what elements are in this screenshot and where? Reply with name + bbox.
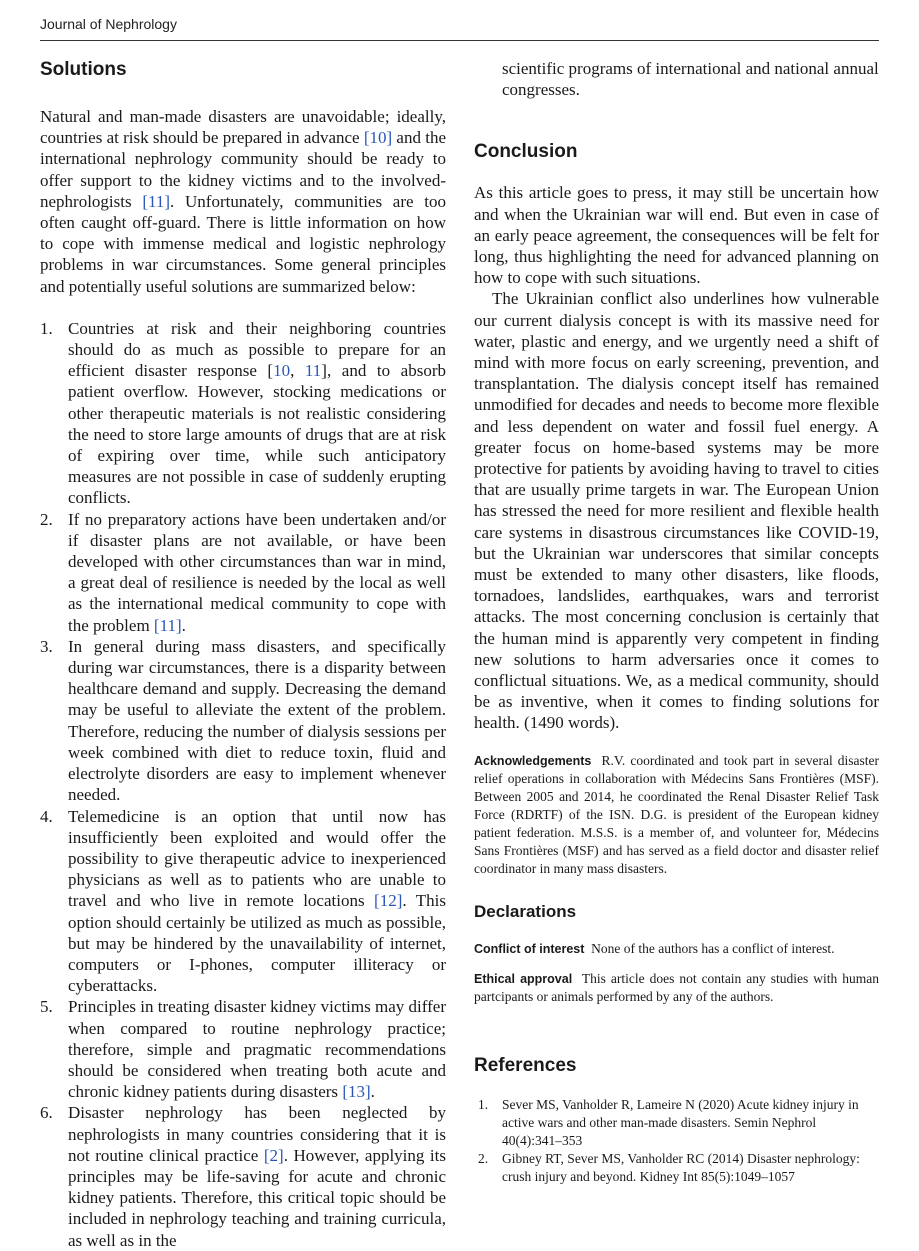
list-number: 5. [40,997,53,1017]
text-segment: In general during mass disasters, and specifically during war circumstances, there is a disparity between healthcare demand and supply. Decreasing the demand may be useful to alleviate the extent of the problem. Therefore, reducing the number of dialysis sessions per week combined with diet to reduce toxin, fluid and electrolyte disorders are easy to implement whenever needed. [68,636,446,805]
citation-link[interactable]: 11 [304,361,322,381]
references-list [474,1096,879,1186]
list-text [68,807,446,996]
right-column [474,58,879,1186]
reference-number: 2. [478,1150,489,1166]
reference-item [474,1096,879,1150]
text-segment: If no preparatory actions have been undertaken and/or if disaster plans are not available, or have been developed with other circumstances than war in mind, a great deal of resilience is needed by the local as well as the international medical community to cope with the problem [68,509,446,635]
list-item [40,996,446,1102]
text-segment: Natural and man-made disasters are unavoidable; ideally, countries at risk should be prepared in advance [40,107,446,148]
list-item [40,509,446,636]
reference-text: Sever MS, Vanholder R, Lameire N (2020) Acute kidney injury in active wars and other man-made disasters. Semin Nephrol 40(4):341–353 [502,1096,859,1148]
running-head: Journal of Nephrology [40,16,177,32]
text-segment: . However, applying its principles may be life-saving for acute and chronic kidney patients. Therefore, this critical topic should be included in nephrology teaching and training curricula, as well as in the [68,1145,446,1250]
conflict-label: Conflict of interest [474,941,585,956]
conclusion-paragraph-1: As this article goes to press, it may still be uncertain how and when the Ukrainian war will end. But even in case of an early peace agreement, the consequences will be felt for long, thus highlighting the need for advanced planning on how to cope with such situations. [474,183,879,288]
list-item [40,636,446,806]
list-number: 4. [40,806,53,826]
references-heading: References [474,1054,577,1076]
citation-link[interactable]: 10 [273,361,291,381]
ethical-label: Ethical approval [474,971,573,986]
list-item-continuation: scientific programs of international and national annual congresses. [502,59,879,100]
declarations-heading: Declarations [474,901,577,921]
list-text [68,1103,446,1249]
text-segment: , [290,361,305,381]
list-number: 6. [40,1103,53,1123]
text-segment: . [181,615,186,635]
text-segment: Countries at risk and their neighboring countries should do as much as possible to prepare for an efficient disaster response [ [68,318,446,381]
list-text [68,319,446,508]
conflict-text: None of the authors has a conflict of interest. [591,940,835,956]
solutions-intro [40,106,446,297]
citation-link[interactable]: [13] [342,1082,371,1102]
citation-link[interactable]: [11] [142,191,171,211]
citation-link[interactable]: [12] [374,891,403,911]
list-text [68,997,446,1101]
conclusion-heading: Conclusion [474,141,578,163]
list-number: 1. [40,318,53,338]
list-number: 3. [40,636,53,656]
solutions-list [40,318,446,1251]
list-text [68,637,446,804]
solutions-heading: Solutions [40,59,127,80]
ethical-approval [474,970,879,1006]
ethical-text: This article does not contain any studies with human partcipants or animals performed by any of the authors. [474,970,879,1004]
text-segment: . This option should certainly be utilized as much as possible, but may be hindered by the unavailability of internet, computers or I-phones, computer illiteracy or cyberattacks. [68,891,447,996]
acknowledgements-text: R.V. coordinated and took part in several disaster relief operations in collaboration with Médecins Sans Frontières (MSF). Between 2005 and 2014, he coordinated the Renal Disaster Relief Task Force (RDRTF) of the ISN. D.G. is president of the European kidney patient federation. M.S.S. is a member of, and volunteer for, Médecins Sans Frontières (MSF) and has served as a field doctor and disaster relief coordinator in many mass disasters. [474,752,880,876]
text-segment: Telemedicine is an option that until now has insufficiently been exploited and would offer the possibility to give therapeutic advice to inexperienced physicians as well as to patients who are unable to travel and who live in remote locations [68,806,446,911]
text-segment: . Unfortunately, communities are too often caught off-guard. There is little information on how to cope with immense medical and logistic nephrology problems in war circumstances. Some general principles and potentially useful solutions are summarized below: [40,191,446,296]
citation-link[interactable]: [2] [263,1145,284,1165]
reference-text: Gibney RT, Sever MS, Vanholder RC (2014) Disaster nephrology: crush injury and beyond. Kidney Int 85(5):1049–1057 [502,1150,860,1184]
text-segment: ], and to absorb patient overflow. However, stocking medications or other therapeutic materials is not realistic considering the need to store large amounts of drugs that are at risk of expiring over time, while such anticipatory measures are not possible in case of suddenly erupting conflicts. [68,361,446,508]
citation-link[interactable]: [11] [153,615,182,635]
text-segment: . [370,1082,375,1102]
list-item [40,1102,446,1250]
conflict-of-interest [474,940,879,958]
text-segment: Principles in treating disaster kidney victims may differ when compared to routine nephrology practice; therefore, simple and pragmatic recommendations should be considered when treating both acute and chronic kidney patients during disasters [68,997,446,1102]
conclusion-paragraph-2: The Ukrainian conflict also underlines how vulnerable our current dialysis concept is with its massive need for water, plastic and energy, and we urgently need a shift of mind with more focus on early screening, prevention, and transplantation. The dialysis concept itself has remained unmodified for decades and needs to become more flexible and less dependent on water and fossil fuel energy. A greater focus on home-based systems may be more protective for patients by avoiding having to travel to cities that are usually prime targets in war. The European Union has stressed the need for more resilient and flexible health care systems in disastrous circumstances like COVID-19, but the Ukrainian war underscores that similar concepts must be extended to many other disasters, like floods, tornadoes, landslides, earthquakes, wars and terrorist attacks. The most concerning conclusion is certainly that the human mind is apparently very competent in finding new solutions to harm adversaries once it comes to conflictual situations. We, as a medical community, should be as inventive, when it comes to finding solutions for health. (1490 words). [474,289,879,733]
list-item [40,318,446,509]
reference-number: 1. [478,1096,489,1112]
text-segment: Disaster nephrology has been neglected by nephrologists in many countries considering that it is not routine clinical practice [68,1103,446,1165]
text-segment: and the international nephrology community should be ready to offer support to the kidney victims and to the involved-nephrologists [40,128,446,211]
list-item [40,806,446,997]
reference-item [474,1150,879,1186]
header-rule [40,40,879,41]
acknowledgements-label: Acknowledgements [474,753,592,768]
list-text [68,510,446,635]
list-number: 2. [40,509,53,529]
citation-link[interactable]: [10] [363,128,393,148]
acknowledgements [474,752,879,878]
left-column [40,58,446,1251]
